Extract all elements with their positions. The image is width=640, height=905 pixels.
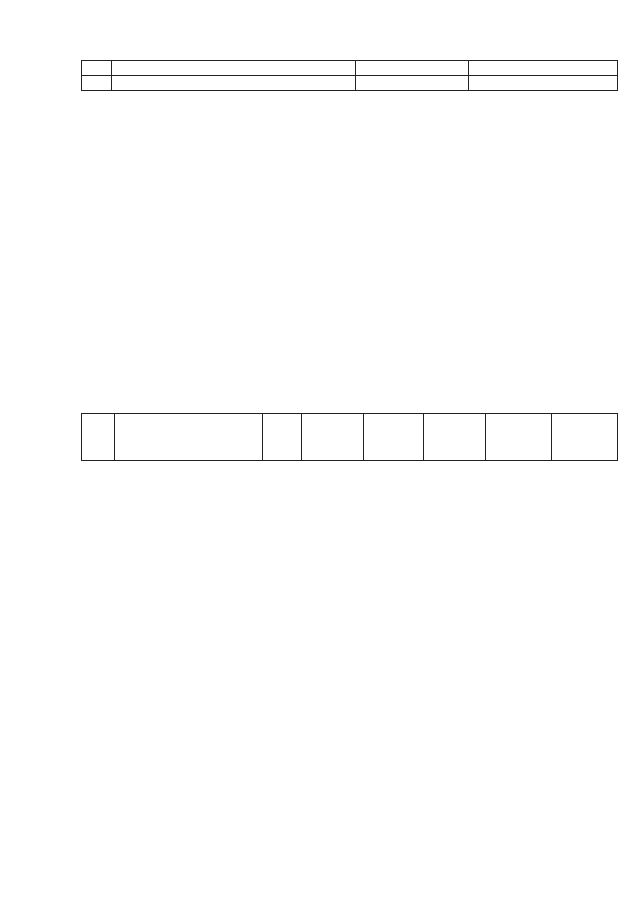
header-2020 (424, 414, 486, 461)
col-number (356, 76, 469, 91)
header-num (82, 414, 115, 461)
column-numbers-row (82, 76, 618, 91)
table-row (82, 61, 618, 76)
col-number (82, 76, 112, 91)
measures-table (81, 60, 618, 91)
header-2021 (486, 414, 552, 461)
col-number (469, 76, 618, 91)
header-row (82, 414, 618, 461)
wastewater-volume-table (81, 413, 618, 477)
header-indicator (115, 414, 263, 461)
header-2019 (364, 414, 424, 461)
column-numbers-row (82, 461, 618, 477)
header-unit (263, 414, 302, 461)
header-2022 (552, 414, 618, 461)
header-continuation (469, 61, 618, 76)
col-number (112, 76, 356, 91)
header-2018 (302, 414, 364, 461)
